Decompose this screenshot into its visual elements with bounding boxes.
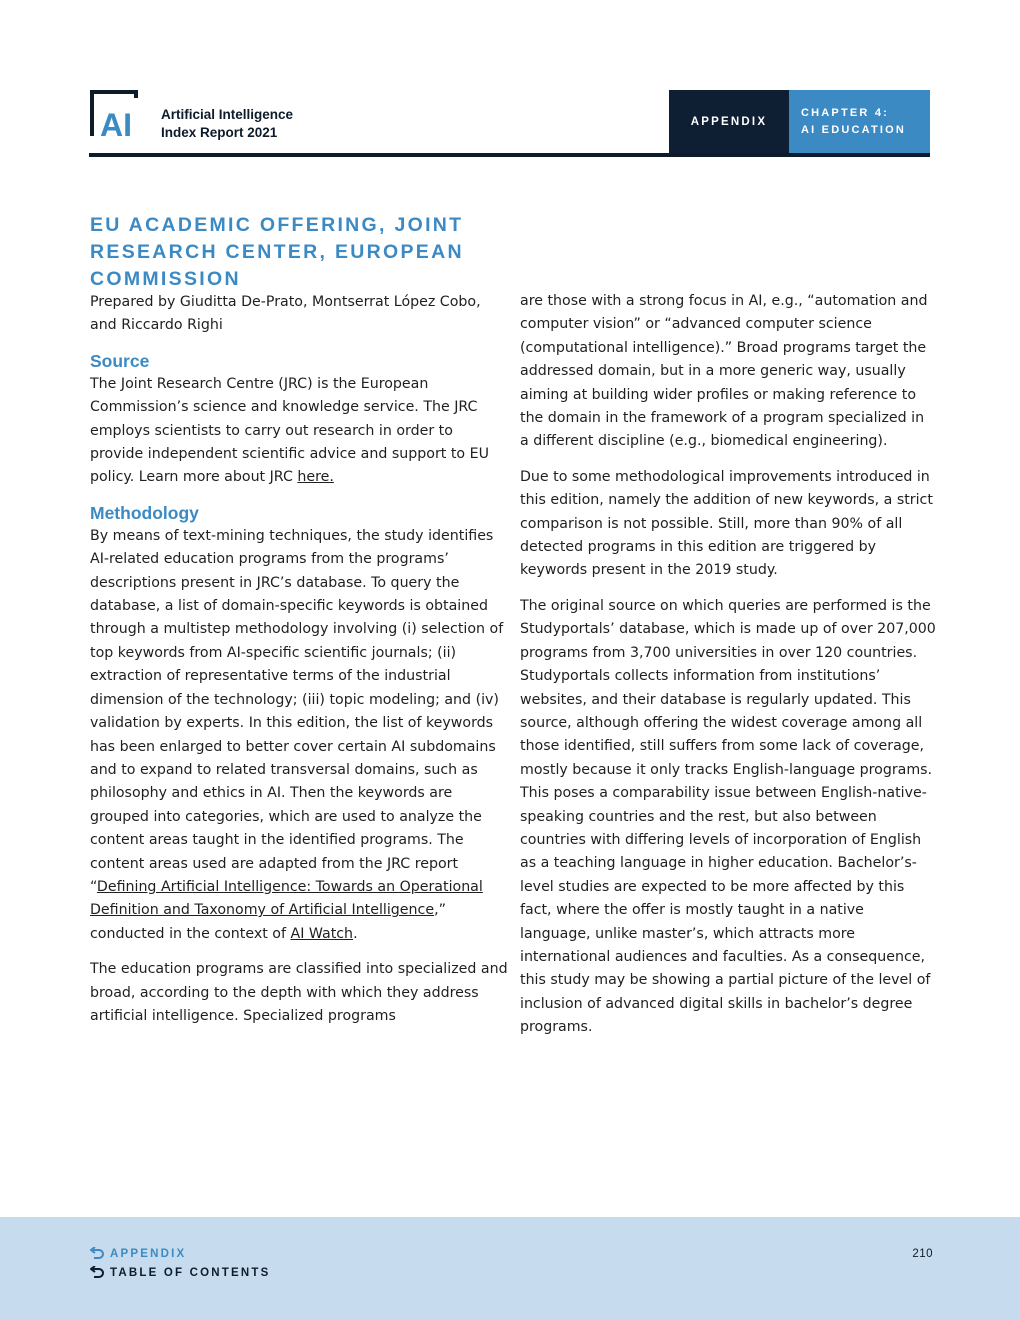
methodology-end: .: [353, 925, 358, 942]
svg-text:AI: AI: [100, 107, 132, 140]
return-arrow-icon: [90, 1247, 104, 1261]
footer-toc-link[interactable]: [90, 1266, 271, 1280]
ai-watch-link[interactable]: AI Watch: [290, 925, 354, 942]
page-title-line1: EU ACADEMIC OFFERING, JOINT: [90, 214, 464, 236]
original-source-paragraph: The original source on which queries are performed is the Studyportals’ database, which is made up of over 207,000 programs from 3,700 universities in over 120 countries. Studyportals collects information from institutions’ websites, and their database is regularly updated. This source, although offering the widest coverage among all those identified, still suffers from some lack of coverage, mostly because it only tracks English-language programs. This poses a comparability issue between English-native-speaking countries and the rest, but also between countries with differing levels of incorporation of English as a teaching language in higher education. Bachelor’s-level studies are expected to be more affected by this fact, where the offer is mostly taught in a native language, unlike master’s, which attracts more international audiences and faculties. As a consequence, this study may be showing a partial picture of the level of inclusion of advanced digital skills in bachelor’s degree programs.: [520, 597, 936, 1036]
methodology-text-after: ,” conducted in the context of: [90, 902, 446, 942]
return-arrow-icon: [90, 1266, 104, 1280]
source-paragraph: [90, 373, 508, 490]
tab-appendix-label: APPENDIX: [690, 115, 768, 128]
prepared-by: Prepared by Giuditta De-Prato, Montserrat López Cobo, and Riccardo Righi: [90, 294, 481, 334]
left-column: [90, 291, 508, 1028]
report-title-line2: Index Report 2021: [161, 125, 278, 140]
tab-appendix[interactable]: [669, 90, 789, 153]
page-title: [90, 212, 510, 293]
page-title-line2: RESEARCH CENTER, EUROPEAN: [90, 241, 464, 263]
header-divider: [89, 153, 930, 157]
tab-chapter-line2: AI EDUCATION: [801, 123, 907, 136]
jrc-report-link[interactable]: Defining Artificial Intelligence: Towards an Operational Definition and Taxonomy of Artificial Intelligence: [90, 878, 483, 919]
jrc-here-link[interactable]: here.: [297, 469, 334, 486]
source-heading: Source: [90, 350, 150, 371]
source-text: The Joint Research Centre (JRC) is the European Commission’s science and knowledge service. The JRC employs scientists to carry out research in order to provide independent scientific advice and support to EU policy. Learn more about JRC: [90, 375, 489, 486]
right-column: [520, 290, 936, 1040]
report-title: [161, 106, 293, 142]
programs-definition-paragraph: are those with a strong focus in AI, e.g., “automation and computer vision” or “advanced computer science (computational intelligence).” Broad programs target the addressed domain, but in a more generic way, usually aiming at building wider profiles or making reference to the domain in the framework of a program specialized in a different discipline (e.g., biomedical engineering).: [520, 293, 928, 450]
footer-appendix-label: APPENDIX: [110, 1248, 187, 1260]
ai-index-logo: [90, 90, 146, 140]
footer-appendix-link[interactable]: [90, 1247, 186, 1261]
footer-toc-label: TABLE OF CONTENTS: [110, 1267, 271, 1279]
classification-paragraph: The education programs are classified into specialized and broad, according to the depth with which they address artificial intelligence. Specialized programs: [90, 961, 508, 1024]
page-number: 210: [912, 1248, 933, 1260]
methodology-text: By means of text-mining techniques, the study identifies AI-related education programs from the programs’ descriptions present in JRC’s database. To query the database, a list of domain-specific keywords is obtained through a multistep methodology involving (i) selection of top keywords from AI-specific scientific journals; (ii) extraction of representative terms of the industrial dimension of the technology; (iii) topic modeling; and (iv) validation by experts. In this edition, the list of keywords has been enlarged to better cover certain AI subdomains and to expand to related transversal domains, such as philosophy and ethics in AI. Then the keywords are grouped into categories, which are used to analyze the content areas taught in the identified programs. The content areas used are adapted from the JRC report “: [90, 527, 504, 895]
tab-chapter-line1: CHAPTER 4:: [801, 106, 890, 119]
report-title-line1: Artificial Intelligence: [161, 107, 294, 122]
methodology-paragraph: [90, 525, 508, 946]
methodological-improvements-paragraph: Due to some methodological improvements introduced in this edition, namely the addition of new keywords, a strict comparison is not possible. Still, more than 90% of all detected programs in this edition are triggered by keywords present in the 2019 study.: [520, 468, 933, 579]
methodology-heading: Methodology: [90, 502, 199, 523]
page-title-line3: COMMISSION: [90, 268, 241, 290]
tab-chapter-4[interactable]: [789, 90, 930, 153]
